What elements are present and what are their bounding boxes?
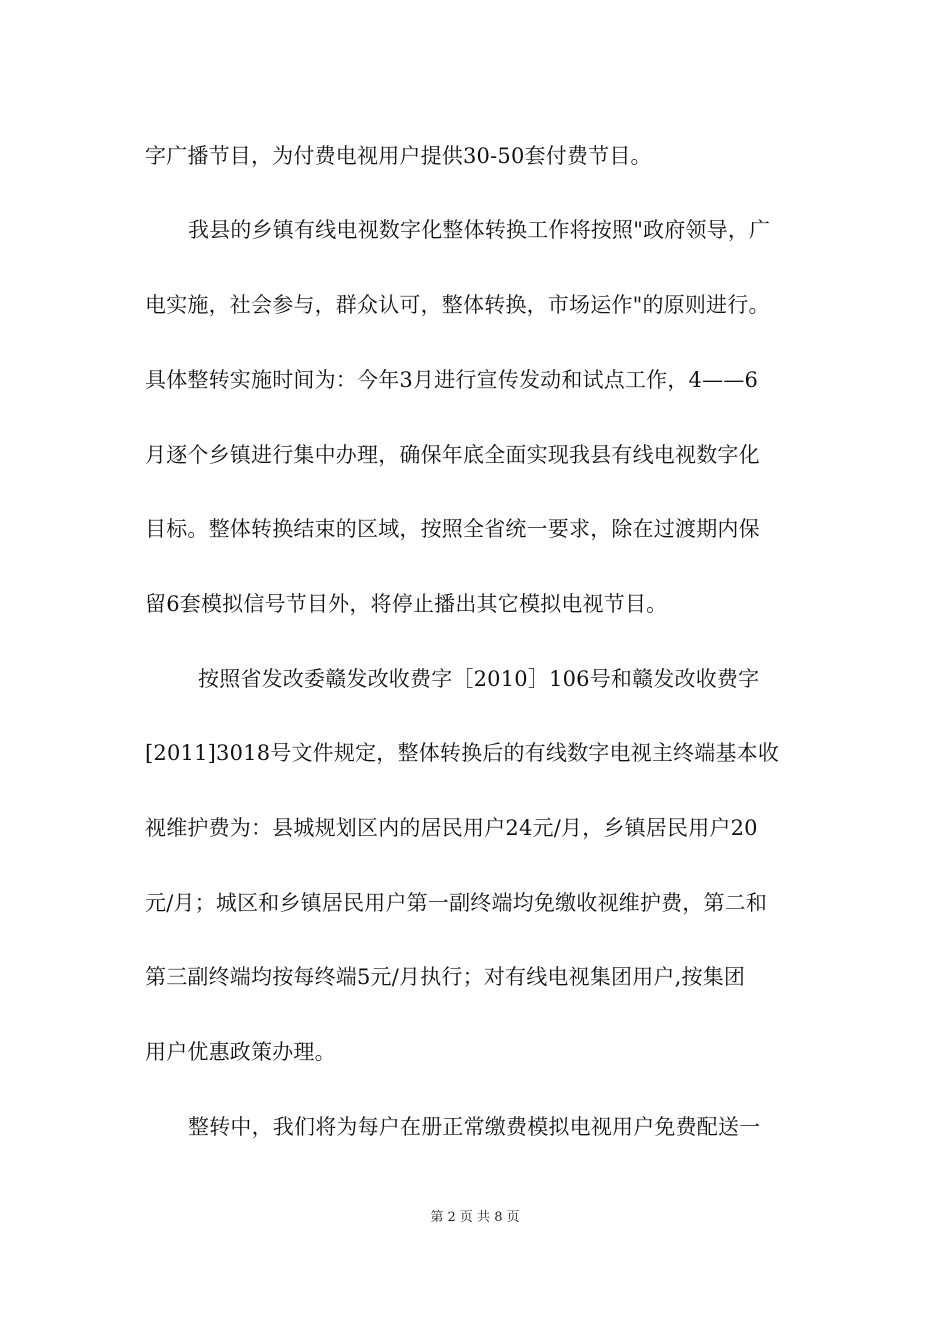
page-number-label: 第 2 页 共 8 页 (430, 1210, 520, 1225)
text-line-1: 字广播节目，为付费电视用户提供30-50套付费节目。 (145, 144, 652, 168)
text-line-7: 留6套模拟信号节目外，将停止播出其它模拟电视节目。 (145, 592, 668, 616)
text-line-9: [2011]3018号文件规定，整体转换后的有线数字电视主终端基本收 (145, 741, 780, 765)
text-line-6: 目标。整体转换结束的区域，按照全省统一要求，除在过渡期内保 (145, 517, 760, 541)
text-line-13: 用户优惠政策办理。 (145, 1040, 336, 1064)
text-line-3: 电实施，社会参与，群众认可，整体转换，市场运作"的原则进行。 (145, 293, 770, 317)
text-line-8: 按照省发改委赣发改收费字［2010］106号和赣发改收费字 (198, 667, 760, 691)
text-line-11: 元/月；城区和乡镇居民用户第一副终端均免缴收视维护费，第二和 (145, 891, 768, 915)
text-line-10: 视维护费为：县城规划区内的居民用户24元/月，乡镇居民用户20 (145, 816, 758, 840)
page-footer (0, 1209, 950, 1227)
text-line-14: 整转中，我们将为每户在册正常缴费模拟电视用户免费配送一 (188, 1115, 761, 1139)
text-line-5: 月逐个乡镇进行集中办理，确保年底全面实现我县有线电视数字化 (145, 443, 760, 467)
text-line-2: 我县的乡镇有线电视数字化整体转换工作将按照"政府领导，广 (188, 218, 771, 242)
text-line-4: 具体整转实施时间为：今年3月进行宣传发动和试点工作，4——6 (145, 368, 759, 392)
text-line-12: 第三副终端均按每终端5元/月执行；对有线电视集团用户,按集团 (145, 965, 746, 989)
